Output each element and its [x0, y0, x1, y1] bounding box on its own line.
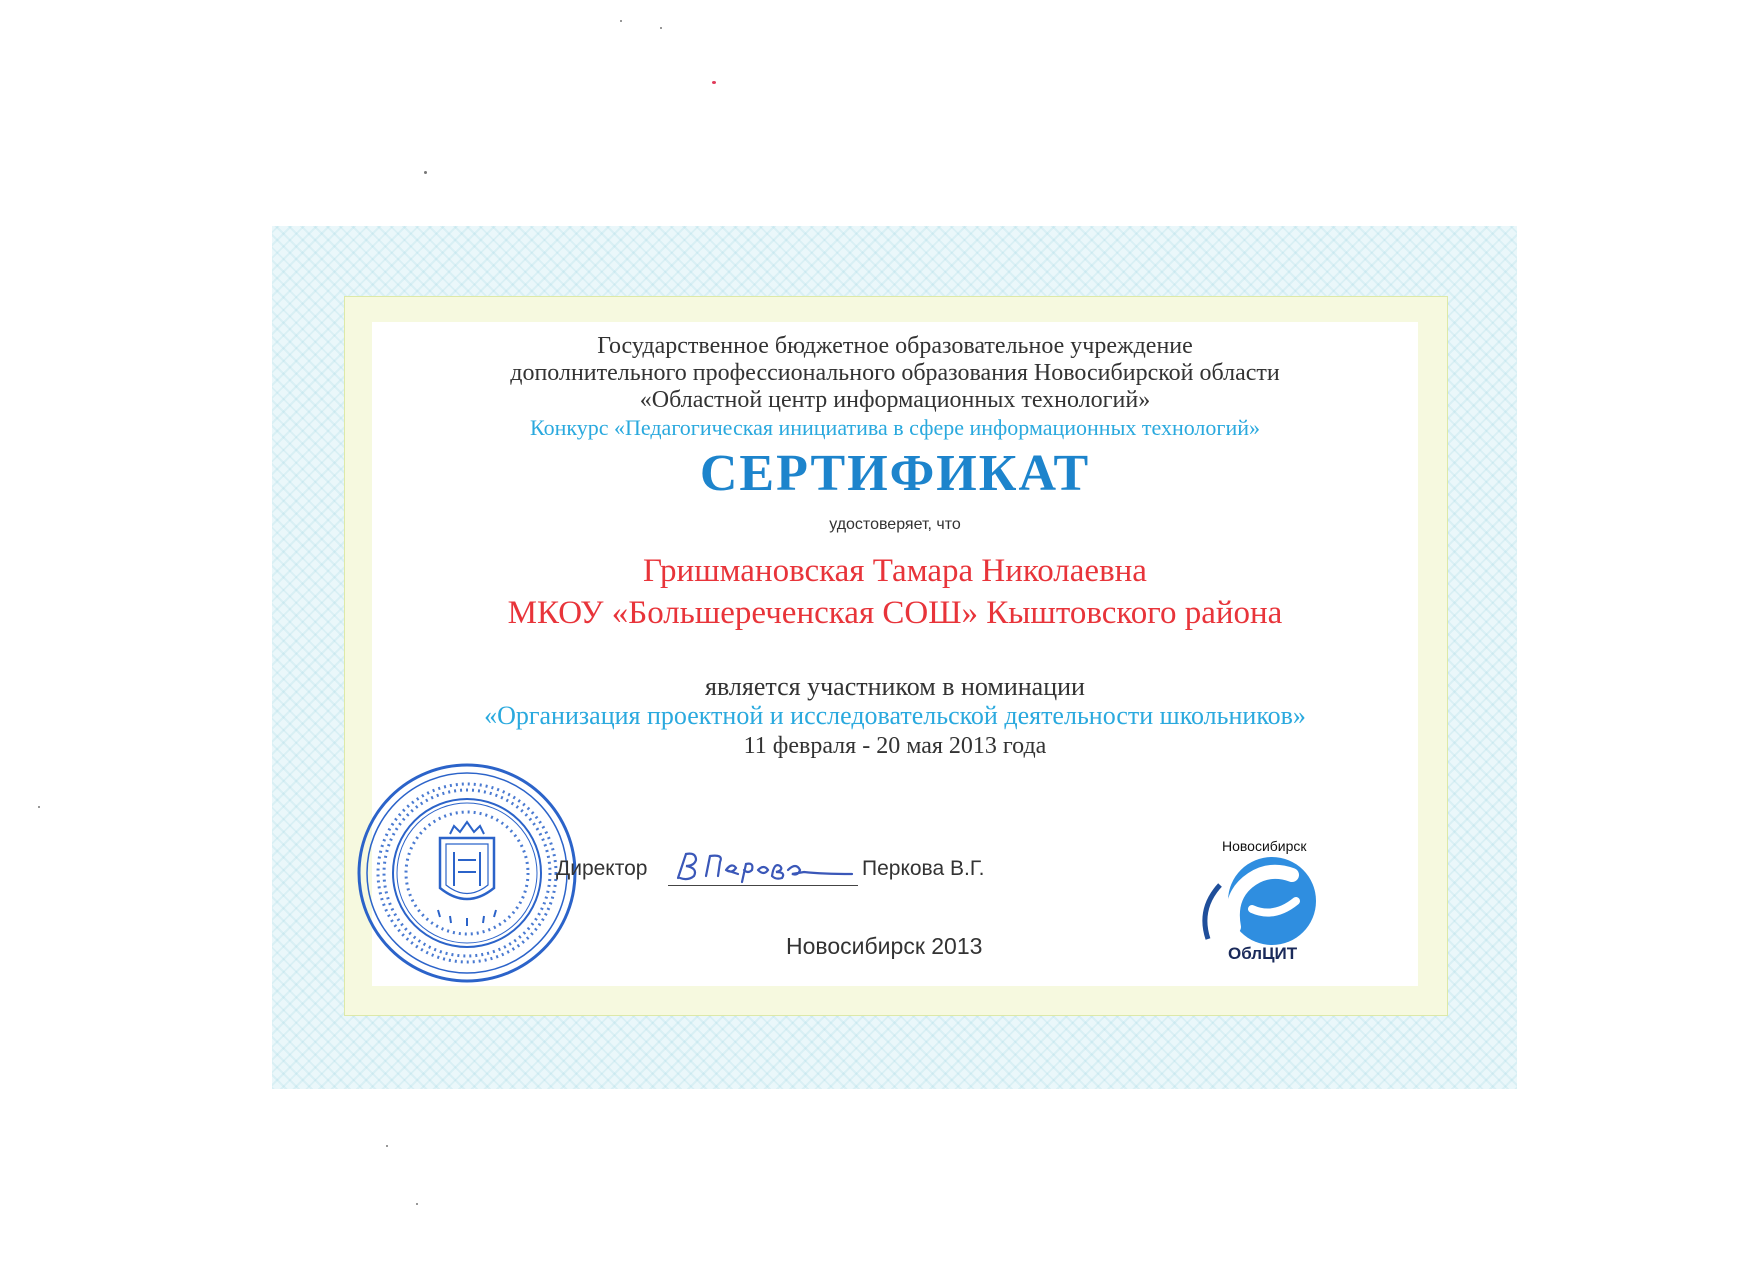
certifies-text: удостоверяет, что — [829, 516, 961, 533]
org-line-3: «Областной центр информационных технологий» — [639, 387, 1151, 413]
logo-city: Новосибирск — [1222, 838, 1307, 854]
certificate-title: СЕРТИФИКАТ — [699, 445, 1091, 502]
director-signature-icon — [672, 848, 862, 888]
place-and-year: Новосибирск 2013 — [786, 933, 983, 959]
official-stamp-icon — [354, 760, 580, 986]
contest-dates: 11 февраля - 20 мая 2013 года — [743, 733, 1047, 759]
recipient-school: МКОУ «Большереченская СОШ» Кыштовского района — [507, 595, 1283, 631]
participation-text: является участником в номинации — [705, 672, 1085, 701]
org-line-1: Государственное бюджетное образовательное учреждение — [597, 333, 1193, 359]
nomination-name: «Организация проектной и исследовательской деятельности школьников» — [484, 701, 1306, 730]
logo-name: ОблЦИТ — [1228, 944, 1298, 963]
org-line-2: дополнительного профессионального образования Новосибирской области — [510, 360, 1280, 386]
contest-name: Конкурс «Педагогическая инициатива в сфере информационных технологий» — [530, 415, 1260, 440]
director-label: Директор — [556, 857, 648, 880]
recipient-name: Гришмановская Тамара Николаевна — [643, 553, 1147, 589]
signature-line — [668, 885, 858, 886]
director-name: Перкова В.Г. — [862, 857, 985, 880]
